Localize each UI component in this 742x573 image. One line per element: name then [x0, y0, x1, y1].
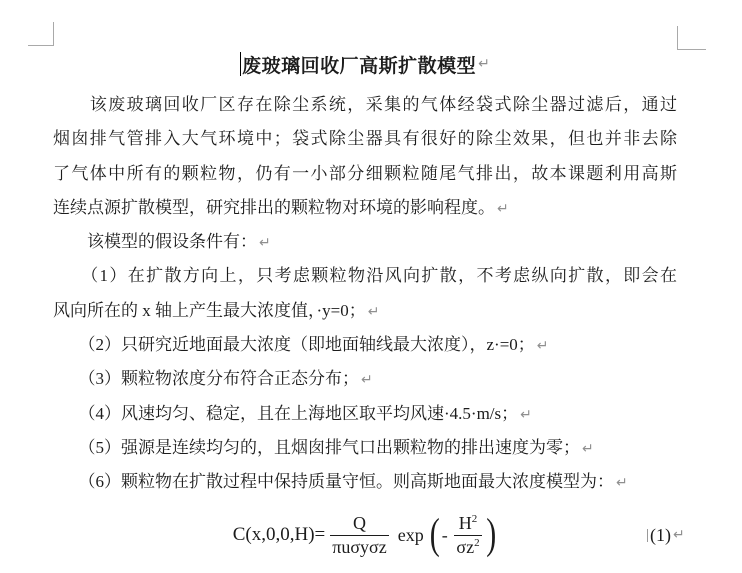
- paragraph-mark-icon: ↵: [520, 406, 532, 423]
- text-cursor: [240, 52, 241, 76]
- equation-number: [647, 504, 685, 566]
- paragraph-mark-icon: ↵: [259, 235, 271, 252]
- text-line-content: 连续点源扩散模型，研究排出的颗粒物对环境的影响程度。: [53, 197, 495, 217]
- page-title: 废玻璃回收厂高斯扩散模型: [242, 55, 477, 77]
- fraction-denominator: πuσyσz: [332, 536, 387, 557]
- fraction-numerator: Q: [330, 513, 388, 536]
- text-line-content: 风向所在的 x 轴上产生最大浓度值，·y=0；: [53, 300, 366, 320]
- title-row[interactable]: [53, 47, 677, 81]
- formula-inner-fraction: [454, 513, 483, 557]
- exponent: 2: [471, 512, 478, 525]
- paragraph-mark-icon: ↵: [367, 303, 380, 320]
- inner-numerator: $H^2$: [454, 513, 483, 536]
- text-line-content: （6）颗粒物在扩散过程中保持质量守恒。则高斯地面最大浓度模型为：: [53, 472, 614, 492]
- text-line[interactable]: [53, 465, 677, 499]
- gaussian-max-concentration-formula: [232, 510, 498, 559]
- text-line[interactable]: [53, 191, 677, 225]
- text-line-content: （3）颗粒物浓度分布符合正态分布；: [53, 369, 359, 389]
- text-line-content: （4）风速均匀、稳定，且在上海地区取平均风速·4.5·m/s；: [53, 403, 519, 423]
- paragraph-mark-icon: ↵: [536, 338, 549, 355]
- text-boundary-mark-top-right: [677, 26, 706, 50]
- text-line[interactable]: 了气体中所有的颗粒物，仍有一小部分细颗粒随尾气排出，故本课题利用高斯: [53, 163, 677, 183]
- text-line[interactable]: [53, 362, 677, 396]
- paragraph-mark-icon: ↵: [673, 527, 685, 543]
- text-line[interactable]: 该废玻璃回收厂区存在除尘系统，采集的气体经袋式除尘器过滤后，通过: [53, 95, 677, 114]
- paragraph-mark-icon: ↵: [616, 475, 628, 492]
- text-line[interactable]: [53, 294, 677, 328]
- paragraph-mark-icon: ↵: [361, 372, 373, 389]
- equation-row[interactable]: [53, 504, 685, 566]
- inner-denominator: $\sigma z^2$: [456, 536, 480, 557]
- formula-lhs: C(x,0,0,H)=: [232, 524, 326, 545]
- text-line[interactable]: （1）在扩散方向上，只考虑颗粒物沿风向扩散，不考虑纵向扩散，即会在: [53, 266, 677, 286]
- text-line[interactable]: [53, 397, 677, 431]
- text-line-content: 该模型的假设条件有：: [53, 232, 257, 252]
- text-line[interactable]: [53, 225, 677, 259]
- text-line[interactable]: 烟囱排气管排入大气环境中；袋式除尘器具有很好的除尘效果，但也并非去除: [53, 129, 677, 149]
- paragraph-mark-icon: ↵: [497, 200, 509, 217]
- field-separator-mark: [647, 529, 648, 542]
- paragraph-mark-icon: ↵: [582, 440, 594, 457]
- close-paren: ): [486, 510, 497, 559]
- text-line-content: （2）只研究近地面最大浓度（即地面轴线最大浓度），z·=0；: [53, 335, 535, 355]
- text-line-content: （5）强源是连续均匀的，且烟囱排气口出颗粒物的排出速度为零；: [53, 437, 580, 457]
- body-text: [53, 88, 677, 500]
- text-line[interactable]: [53, 431, 677, 465]
- formula-fraction: [330, 513, 388, 557]
- text-boundary-mark-top-left: [28, 22, 54, 46]
- exp-operator: exp: [397, 524, 424, 545]
- open-paren: (: [429, 510, 440, 559]
- paragraph-mark-icon: ↵: [478, 56, 490, 72]
- exponent: 2: [474, 536, 480, 549]
- text-line[interactable]: [53, 328, 677, 362]
- minus-sign: -: [441, 524, 448, 545]
- equation-number-label: (1): [650, 524, 671, 545]
